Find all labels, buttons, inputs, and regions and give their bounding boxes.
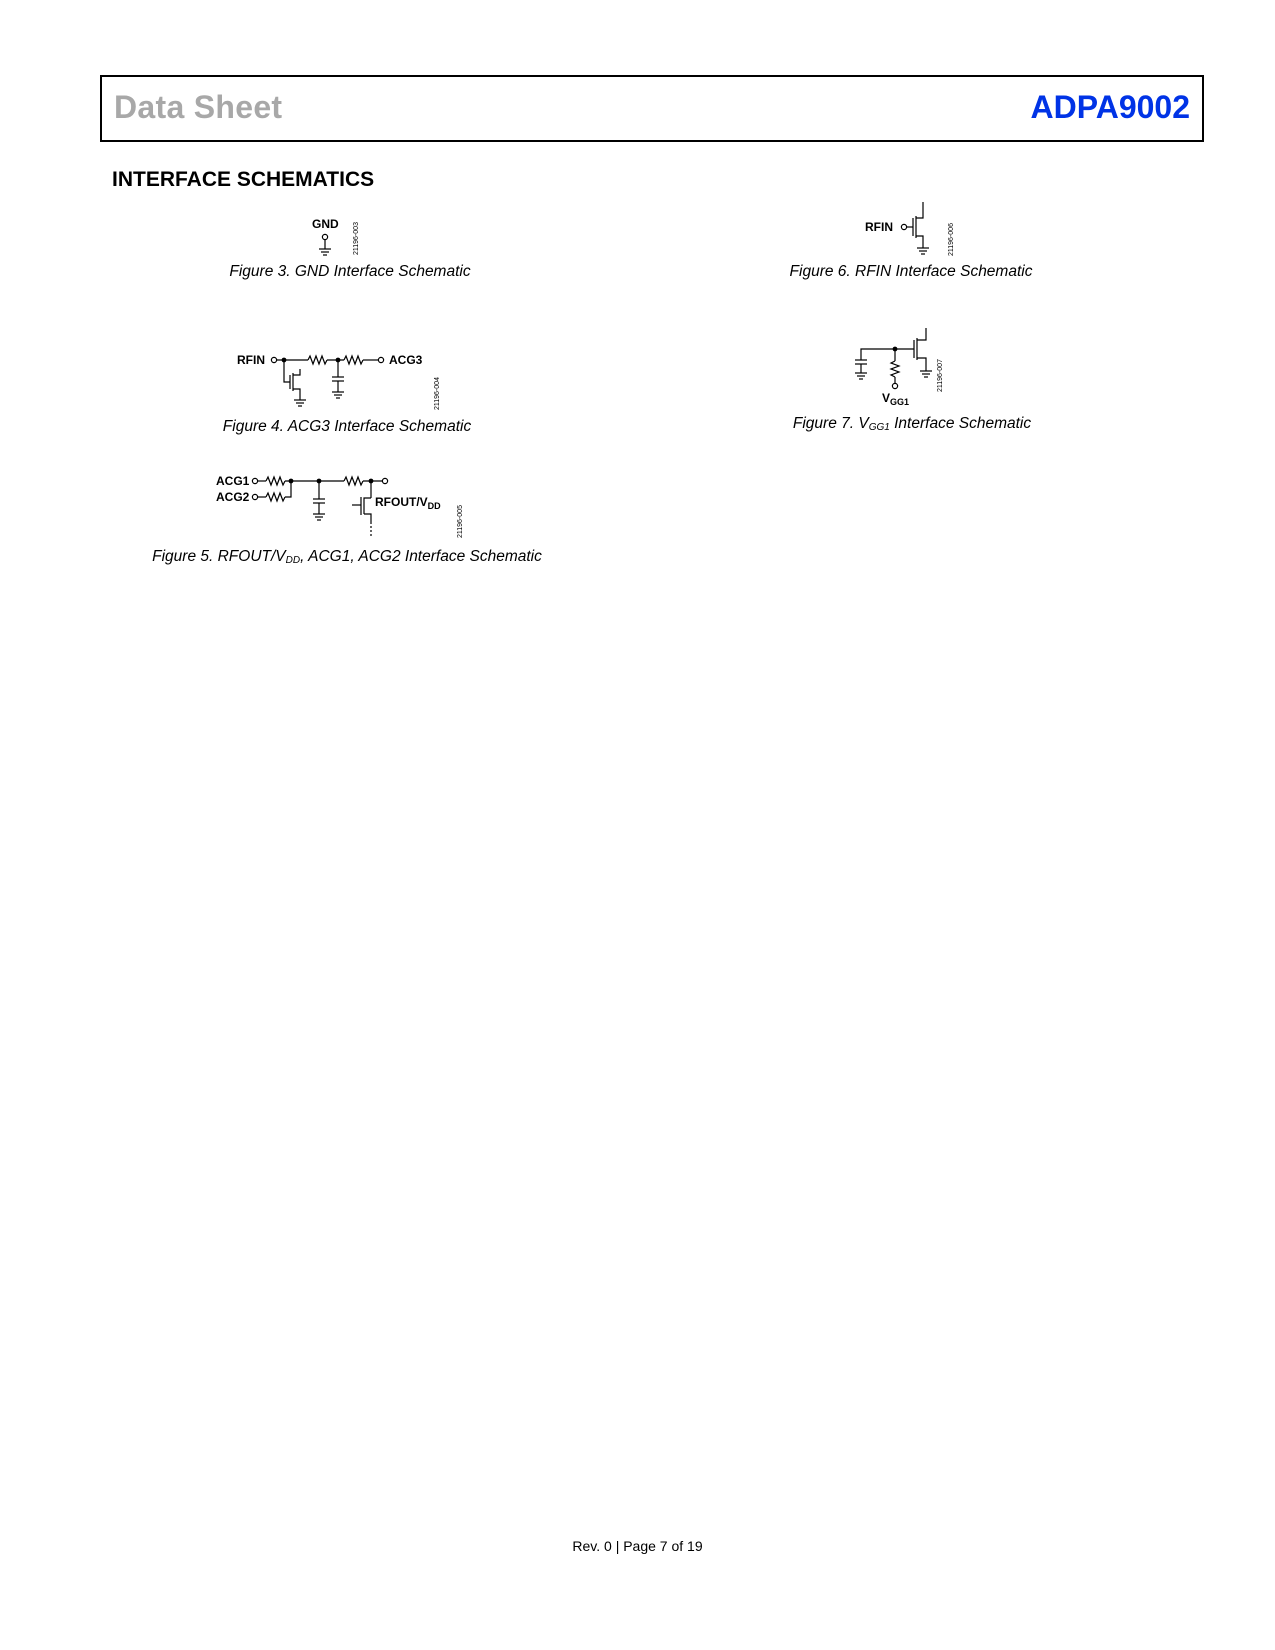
rfin-pin-label: RFIN xyxy=(237,353,265,367)
capacitor-icon xyxy=(332,360,344,392)
acg1-pin-label: ACG1 xyxy=(216,474,250,488)
transistor-icon xyxy=(907,202,923,248)
rfout-schematic-diagram xyxy=(212,472,482,552)
acg3-schematic-diagram xyxy=(232,350,457,425)
figure-code: 21196-006 xyxy=(948,223,955,256)
figure-7-vgg1-schematic xyxy=(848,328,973,413)
figure-4-acg3-schematic xyxy=(232,350,457,425)
capacitor-icon xyxy=(313,481,325,514)
part-number: ADPA9002 xyxy=(1030,89,1190,125)
acg2-pin-node xyxy=(252,494,257,499)
rfout-pin-label: RFOUT/$V_{DD}$ xyxy=(375,495,441,511)
rfin-pin-label: RFIN xyxy=(865,220,893,234)
ground-symbol-icon xyxy=(313,514,325,520)
gnd-pin-label: GND xyxy=(312,217,339,231)
transistor-icon xyxy=(914,328,926,371)
rfin-schematic-diagram xyxy=(860,200,970,265)
figure-code: 21196-005 xyxy=(457,505,464,538)
figure-3-gnd-schematic xyxy=(300,215,380,265)
ground-symbol-icon xyxy=(332,392,344,398)
figure-6-rfin-schematic xyxy=(860,200,970,265)
page-header xyxy=(100,75,1204,142)
figure-4-caption: Figure 4. ACG3 Interface Schematic xyxy=(222,418,472,435)
resistor-icon xyxy=(266,493,285,501)
figure-3-caption: Figure 3. GND Interface Schematic xyxy=(229,263,471,280)
figure-7-caption: Figure 7. $V_{GG1}$ Interface Schematic xyxy=(792,415,1032,433)
gnd-schematic-diagram xyxy=(300,215,380,265)
resistor-icon xyxy=(891,361,899,377)
junction-dot xyxy=(289,479,294,484)
vgg1-pin-node xyxy=(892,383,897,388)
acg3-pin-label: ACG3 xyxy=(389,353,423,367)
ground-symbol-icon xyxy=(855,373,867,379)
figure-6-caption: Figure 6. RFIN Interface Schematic xyxy=(789,263,1033,280)
ground-symbol-icon xyxy=(294,400,306,406)
acg1-pin-node xyxy=(252,478,257,483)
transistor-icon xyxy=(284,360,300,400)
capacitor-icon xyxy=(855,360,867,373)
figure-code: 21196-003 xyxy=(353,222,360,255)
gnd-pin-node xyxy=(322,234,327,239)
figure-5-rfout-schematic xyxy=(212,472,482,552)
figure-code: 21196-007 xyxy=(937,359,944,392)
rfout-pin-node xyxy=(382,478,387,483)
rfin-pin-node xyxy=(271,357,276,362)
figure-code: 21196-004 xyxy=(434,377,441,410)
resistor-icon xyxy=(266,477,285,485)
section-title: INTERFACE SCHEMATICS xyxy=(112,168,375,191)
resistor-icon xyxy=(308,356,327,364)
ground-symbol-icon xyxy=(319,249,331,255)
acg2-pin-label: ACG2 xyxy=(216,490,250,504)
ground-symbol-icon xyxy=(920,371,932,377)
resistor-icon xyxy=(344,356,363,364)
vgg1-schematic-diagram xyxy=(848,328,973,413)
page-footer: Rev. 0 | Page 7 of 19 xyxy=(572,1538,703,1554)
figure-5-caption: Figure 5. RFOUT/$V_{DD}$, ACG1, ACG2 Interface Schematic xyxy=(152,548,542,566)
doc-type-title: Data Sheet xyxy=(114,89,283,125)
rfin-pin-node xyxy=(901,224,906,229)
transistor-icon xyxy=(352,481,371,538)
resistor-icon xyxy=(344,477,363,485)
acg3-pin-node xyxy=(378,357,383,362)
vgg1-pin-label: $V_{GG1}$ xyxy=(882,391,910,407)
ground-symbol-icon xyxy=(917,248,929,254)
